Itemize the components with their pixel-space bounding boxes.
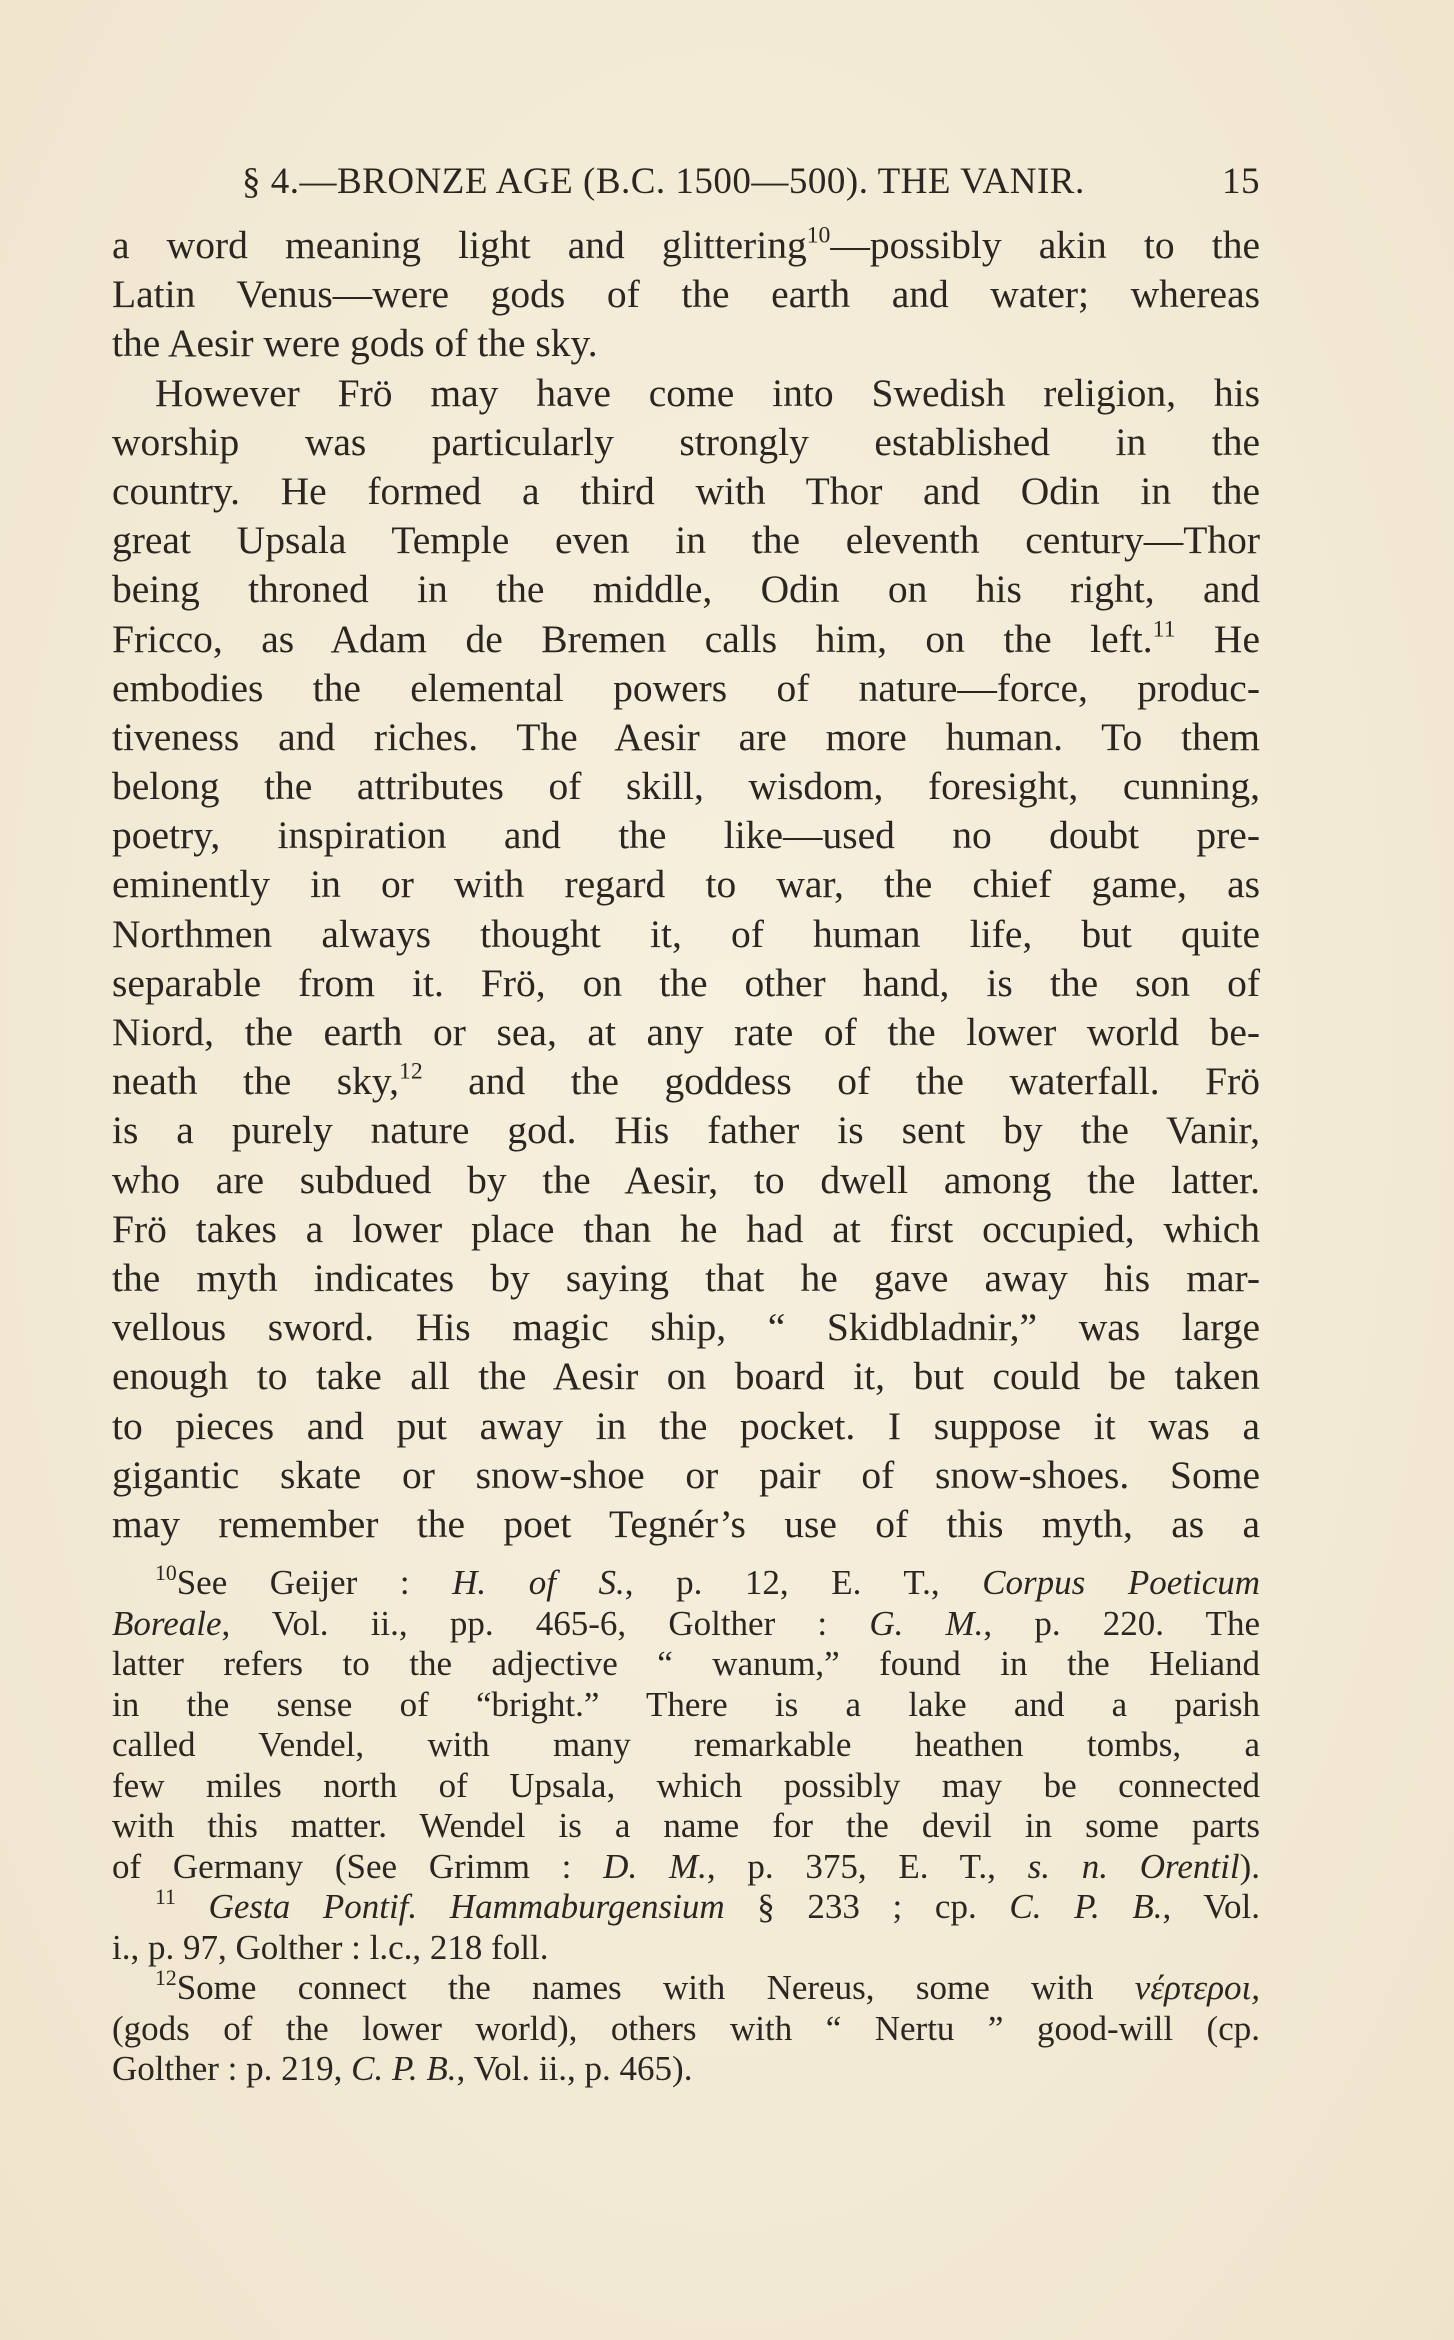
text-line: poetry, inspiration and the like—used no doubt pre-: [112, 813, 1260, 858]
footnote-10-line: called Vendel, with many remarkable heathen tombs, a: [112, 1725, 1260, 1764]
text-line: who are subdued by the Aesir, to dwell among the latter.: [112, 1157, 1260, 1202]
footnote-10-line: latter refers to the adjective “ wanum,” found in the Heliand: [112, 1644, 1260, 1683]
footnote-10-line: of Germany (See Grimm : D. M., p. 375, E. T., s. n. Orentil).: [112, 1846, 1260, 1886]
footnote-10-line: with this matter. Wendel is a name for the devil in some parts: [112, 1806, 1260, 1845]
text-line: the Aesir were gods of the sky.: [112, 321, 598, 366]
footnote-11-line: $^{11}$ Gesta Pontif. Hammaburgensium § 233 ; cp. C. P. B., Vol.: [155, 1884, 1261, 1926]
text-line: Niord, the earth or sea, at any rate of the lower world be-: [112, 1010, 1260, 1054]
footnote-12-line: Golther : p. 219, C. P. B., Vol. ii., p. 465).: [112, 2049, 693, 2088]
text-line: vellous sword. His magic ship, “ Skidbladnir,” was large: [112, 1305, 1260, 1350]
footnote-12-line: (gods of the lower world), others with “ Nertu ” good-will (cp.: [112, 2008, 1260, 2048]
text-line: may remember the poet Tegnér’s use of this myth, as a: [112, 1501, 1260, 1546]
footnote-10-line: in the sense of “bright.” There is a lake and a parish: [112, 1684, 1260, 1724]
text-line: great Upsala Temple even in the eleventh century—Thor: [112, 518, 1260, 563]
text-line: eminently in or with regard to war, the chief game, as: [112, 862, 1260, 907]
footnote-12-line: $^{12}$Some connect the names with Nereus, some with νέρτεροι,: [155, 1965, 1260, 2007]
footnote-number-10: 10: [155, 1560, 177, 1585]
text-line: to pieces and put away in the pocket. I suppose it was a: [112, 1403, 1260, 1448]
footnote-10-line: Boreale, Vol. ii., pp. 465-6, Golther : G. M., p. 220. The: [112, 1603, 1260, 1643]
footnote-ref-12[interactable]: 12: [398, 1058, 423, 1085]
footnote-11-line: i., p. 97, Golther : l.c., 218 foll.: [112, 1927, 549, 1967]
text-line: enough to take all the Aesir on board it, but could be taken: [112, 1354, 1260, 1399]
text-line: gigantic skate or snow-shoe or pair of snow-shoes. Some: [112, 1452, 1260, 1497]
text-line: belong the attributes of skill, wisdom, foresight, cunning,: [112, 764, 1260, 809]
footnote-number-11: 11: [155, 1884, 176, 1909]
text-line: Latin Venus—were gods of the earth and water; whereas: [112, 272, 1260, 317]
footnotes: [112, 1560, 1261, 2090]
footnote-number-12: 12: [155, 1965, 177, 1990]
text-line: Northmen always thought it, of human life, but quite: [112, 911, 1260, 956]
text-line: tiveness and riches. The Aesir are more human. To them: [112, 714, 1260, 759]
footnote-ref-11[interactable]: 11: [1152, 616, 1176, 643]
text-line: However Frö may have come into Swedish religion, his: [155, 370, 1260, 415]
text-line: the myth indicates by saying that he gave away his mar-: [112, 1255, 1260, 1300]
text-line: country. He formed a third with Thor and Odin in the: [112, 468, 1260, 513]
main-text: [112, 221, 1260, 1549]
text-line: Fricco, as Adam de Bremen calls him, on the left.$^{11}$ He: [112, 616, 1260, 661]
text-line: a word meaning light and glittering$^{10}$—possibly akin to the: [112, 222, 1260, 267]
text-line: being throned in the middle, Odin on his right, and: [112, 567, 1260, 612]
text-line: separable from it. Frö, on the other hand, is the son of: [112, 960, 1260, 1005]
footnote-10-line: $^{10}$See Geijer : H. of S., p. 12, E. T., Corpus Poeticum: [155, 1560, 1261, 1602]
text-line: Frö takes a lower place than he had at first occupied, which: [112, 1206, 1260, 1251]
text-line: worship was particularly strongly established in the: [112, 419, 1260, 464]
running-header: [112, 160, 1260, 208]
text-line: embodies the elemental powers of nature—force, produc-: [112, 665, 1260, 710]
footnote-10-line: few miles north of Upsala, which possibly may be connected: [112, 1765, 1260, 1805]
page-number: 15: [1222, 161, 1260, 202]
footnote-ref-10[interactable]: 10: [806, 222, 831, 249]
running-title: § 4.—BRONZE AGE (B.C. 1500—500). THE VANIR.: [242, 161, 1085, 202]
text-line: neath the sky,$^{12}$ and the goddess of the waterfall. Frö: [112, 1058, 1260, 1104]
text-line: is a purely nature god. His father is sent by the Vanir,: [112, 1108, 1260, 1153]
